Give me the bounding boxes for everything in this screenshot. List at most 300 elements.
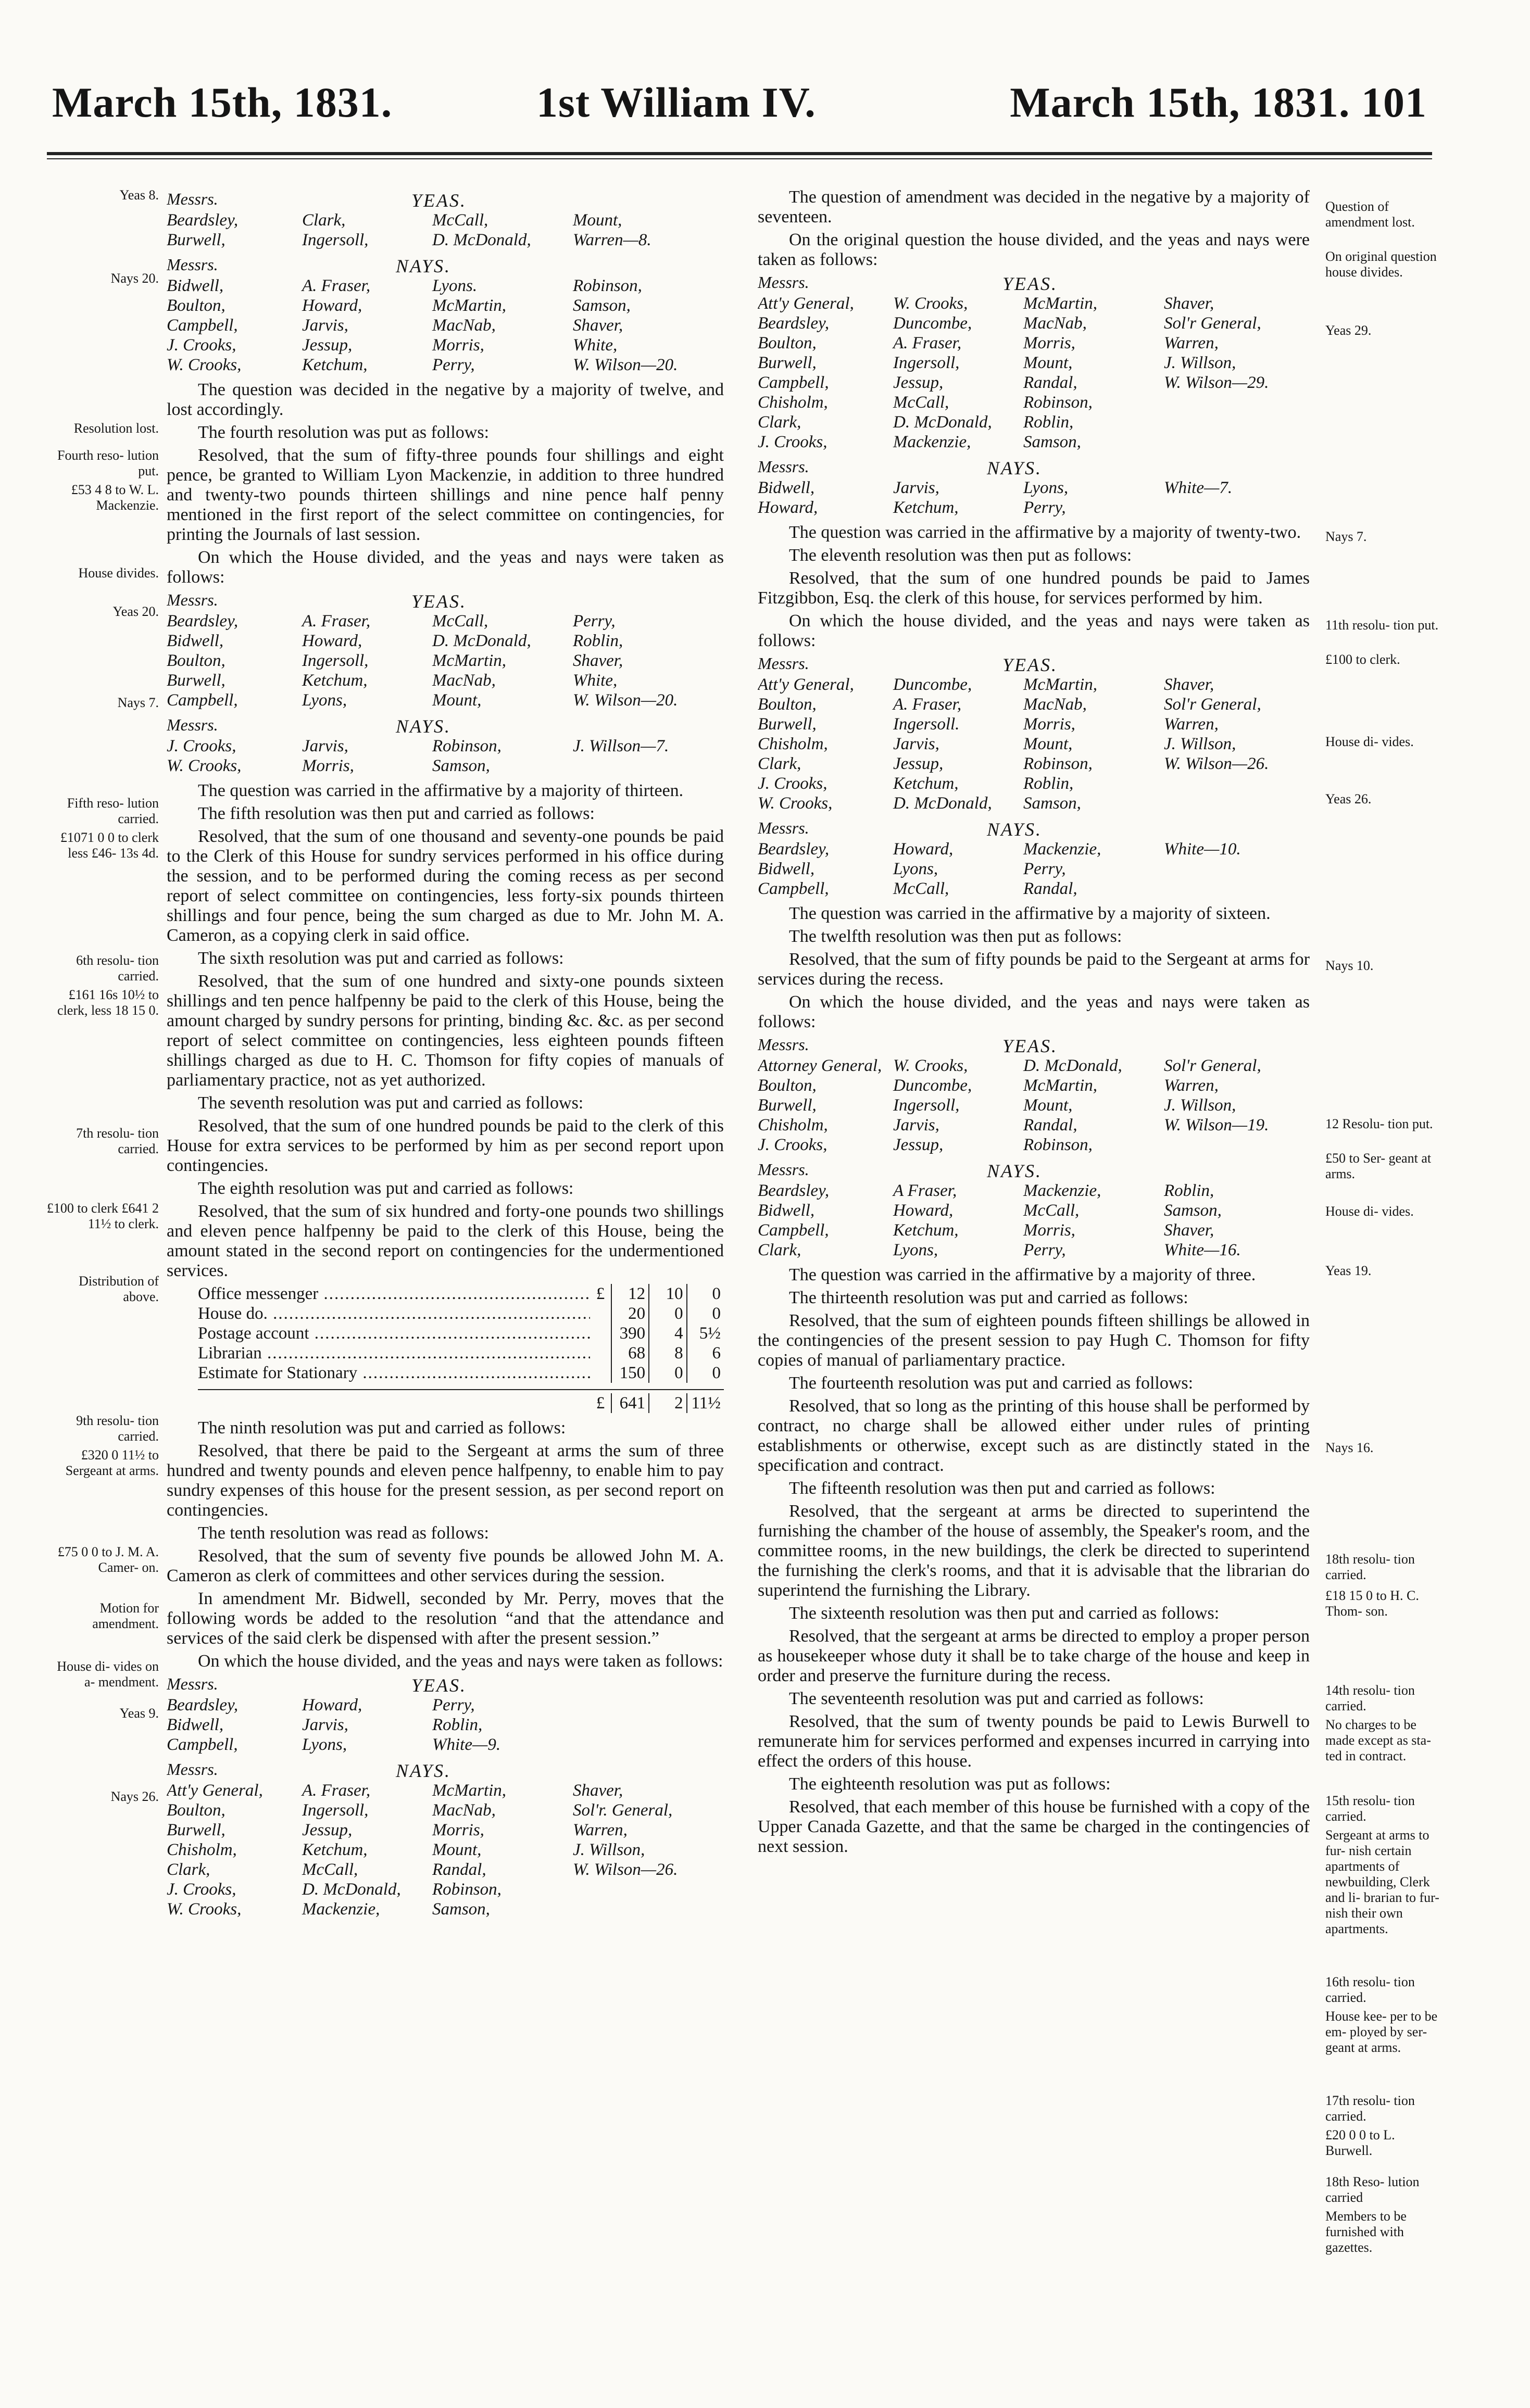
marginal-note: 17th resolu- tion carried. xyxy=(1325,2093,1415,2124)
member-name: Beardsley, xyxy=(758,1181,830,1200)
member-name: Robinson, xyxy=(1023,393,1093,412)
marginal-note: 15th resolu- tion carried. xyxy=(1325,1793,1415,1824)
marginal-note: £53 4 8 to W. L. Mackenzie. xyxy=(71,482,159,513)
member-name: Morris, xyxy=(302,757,354,775)
distribution-row xyxy=(198,1389,724,1413)
member-name: A. Fraser, xyxy=(302,1781,371,1800)
nays-title: NAYS. xyxy=(396,1760,452,1781)
marginal-note: 18th resolu- tion carried. xyxy=(1325,1552,1415,1582)
messrs-label: Messrs. xyxy=(758,654,809,673)
pence-value: 0 xyxy=(686,1284,724,1304)
paragraph: The question was carried in the affirmative by a majority of thirteen. xyxy=(198,781,684,800)
member-name xyxy=(1164,774,1310,793)
member-name: J. Crooks, xyxy=(167,336,236,355)
member-name: Ingersoll, xyxy=(893,1096,960,1115)
marginal-note: Members to be furnished with gazettes. xyxy=(1325,2209,1407,2255)
member-name: Mount, xyxy=(1023,1096,1073,1115)
member-name: Howard, xyxy=(302,632,362,650)
paragraph: On which the house divided, and the yeas and nays were taken as follows: xyxy=(198,1651,723,1671)
member-names xyxy=(167,210,724,250)
member-name: Morris, xyxy=(1023,715,1075,734)
member-name: Ketchum, xyxy=(893,774,959,793)
messrs-label: Messrs. xyxy=(167,590,218,609)
marginal-note: Fourth reso- lution put. xyxy=(57,448,159,478)
member-name: Sol'r General, xyxy=(1164,314,1261,333)
shillings-value: 10 xyxy=(648,1284,686,1304)
left-marginal-notes xyxy=(44,187,159,2348)
member-name: Jessup, xyxy=(893,373,944,392)
paragraph: Resolved, that the sum of eighteen pounds fifteen shillings be allowed in the contingencies of the present session to pay Hugh C. Thomson for fifty copies of manual of parliamentary practice. xyxy=(758,1311,1310,1370)
member-name: Perry, xyxy=(1023,1241,1066,1259)
paragraph: The sixth resolution was put and carried as follows: xyxy=(198,949,564,968)
member-name: Clark, xyxy=(167,1860,210,1879)
marginal-note: £18 15 0 to H. C. Thom- son. xyxy=(1325,1588,1419,1619)
shillings-value: 0 xyxy=(648,1363,686,1383)
member-name: Att'y General, xyxy=(167,1781,263,1800)
member-name: McCall, xyxy=(893,393,949,412)
header-reign: 1st William IV. xyxy=(536,79,816,126)
member-name: Clark, xyxy=(758,413,801,432)
division-heading xyxy=(167,715,724,736)
member-name: MacNab, xyxy=(1023,314,1087,333)
pence-value: 11½ xyxy=(686,1393,724,1413)
member-name: Campbell, xyxy=(167,316,238,335)
member-name: Ingersoll, xyxy=(302,231,369,249)
member-name: Roblin, xyxy=(1023,413,1074,432)
member-name: Robinson, xyxy=(1023,1136,1093,1154)
marginal-note: Yeas 19. xyxy=(1325,1263,1372,1278)
member-name: Ketchum, xyxy=(893,1221,959,1240)
pounds-value: 641 xyxy=(611,1393,648,1413)
marginal-note: Nays 7. xyxy=(117,695,159,710)
marginal-note: £20 0 0 to L. Burwell. xyxy=(1325,2127,1395,2158)
member-name: Jessup, xyxy=(302,1821,353,1839)
paragraph: Resolved, that the sum of one hundred and sixty-one pounds sixteen shillings and ten pence halfpenny be paid to the clerk of this House, being the amount charged by sundry persons for printing, binding &c. &c. as per second report of select committee on contingencies, less eighteen pounds fifteen shillings charged as due to H. C. Thomson for fifty copies of manuals of parliamentary practice, not as yet authorized. xyxy=(167,972,724,1090)
nays-title: NAYS. xyxy=(396,716,452,737)
member-name xyxy=(1164,859,1310,879)
paragraph: The tenth resolution was read as follows: xyxy=(198,1523,489,1543)
member-name: Mackenzie, xyxy=(1023,840,1101,859)
paragraph: Resolved, that the sum of fifty-three pounds four shillings and eight pence, be granted to William Lyon Mackenzie, in addition to three hundred and twenty-two pounds thirteen shillings and nine pence half penny mentioned in the first report of the select committee on contingencies, for printing the Journals of last session. xyxy=(167,446,724,544)
member-name: Jessup, xyxy=(302,336,353,355)
member-name: W. Wilson—29. xyxy=(1164,373,1269,392)
marginal-note: 9th resolu- tion carried. xyxy=(76,1413,159,1444)
member-name: Roblin, xyxy=(573,632,623,650)
member-name: W. Crooks, xyxy=(167,757,242,775)
shillings-value: 2 xyxy=(648,1393,686,1413)
paragraph: The question was carried in the affirmative by a majority of three. xyxy=(789,1265,1256,1284)
paragraph: The seventeenth resolution was put and carried as follows: xyxy=(789,1689,1204,1708)
member-name: J. Willson—7. xyxy=(573,737,669,755)
member-name: Samson, xyxy=(432,757,490,775)
member-name: McMartin, xyxy=(1023,675,1098,694)
division-heading xyxy=(758,1035,1310,1056)
member-name: Mount, xyxy=(432,691,482,710)
yeas-title: YEAS. xyxy=(411,591,467,612)
member-name: J. Willson, xyxy=(1164,354,1236,372)
member-name: Randal, xyxy=(1023,373,1077,392)
nays-title: NAYS. xyxy=(396,256,452,276)
marginal-note: £100 to clerk £641 2 11½ to clerk. xyxy=(46,1201,159,1231)
member-name: W. Crooks, xyxy=(167,356,242,374)
division-list xyxy=(167,255,724,375)
member-name: Att'y General, xyxy=(758,294,854,313)
member-name: MacNab, xyxy=(432,1801,496,1820)
marginal-note: 18th Reso- lution carried xyxy=(1325,2174,1420,2205)
division-list xyxy=(758,273,1310,452)
member-name: Bidwell, xyxy=(167,276,224,295)
member-name: White—7. xyxy=(1164,478,1233,497)
division-heading xyxy=(758,457,1310,478)
paragraph: Resolved, that the sum of seventy five pounds be allowed John M. A. Cameron as clerk of committees and other services during the session. xyxy=(167,1546,724,1585)
distribution-table xyxy=(198,1284,724,1413)
member-name: Jarvis, xyxy=(302,737,348,755)
paragraph: The ninth resolution was put and carried as follows: xyxy=(198,1418,566,1438)
member-name: Perry, xyxy=(1023,860,1066,878)
paragraph: Resolved, that the sum of one hundred pounds be paid to the clerk of this House for extra services to be performed by him as per second report upon contingencies. xyxy=(167,1116,724,1175)
nays-title: NAYS. xyxy=(987,819,1043,840)
member-name: Shaver, xyxy=(573,651,623,670)
member-name: Morris, xyxy=(1023,1221,1075,1240)
marginal-note: Question of amendment lost. xyxy=(1325,199,1415,230)
paragraph: On the original question the house divided, and the yeas and nays were taken as follows: xyxy=(758,230,1310,269)
messrs-label: Messrs. xyxy=(167,1674,218,1693)
member-names xyxy=(758,478,1310,518)
member-name: Beardsley, xyxy=(167,1696,239,1714)
pence-value: 6 xyxy=(686,1343,724,1363)
member-name: Ingersoll, xyxy=(302,651,369,670)
division-list xyxy=(167,1760,724,1919)
marginal-note: Sergeant at arms to fur- nish certain apartments of newbuilding, Clerk and li- brarian to fur- nish their own apartments. xyxy=(1325,1827,1439,1936)
member-name: Boulton, xyxy=(758,334,817,352)
marginal-note: Motion for amendment. xyxy=(92,1600,159,1631)
marginal-note: £75 0 0 to J. M. A. Camer- on. xyxy=(57,1544,159,1575)
pounds-value: 12 xyxy=(611,1284,648,1304)
member-name: Warren, xyxy=(1164,715,1219,734)
member-name: Campbell, xyxy=(167,1735,238,1754)
paragraph: The twelfth resolution was then put as follows: xyxy=(789,927,1122,946)
marginal-note: Nays 26. xyxy=(110,1789,159,1804)
marginal-note: Yeas 20. xyxy=(112,604,159,619)
member-names xyxy=(758,1056,1310,1155)
division-list xyxy=(758,818,1310,899)
member-name: White, xyxy=(573,671,618,690)
member-name: White, xyxy=(573,336,618,355)
member-name: MacNab, xyxy=(432,671,496,690)
member-name: Ketchum, xyxy=(893,498,959,517)
member-name: Howard, xyxy=(893,840,954,859)
messrs-label: Messrs. xyxy=(758,1160,809,1179)
marginal-note: House di- vides. xyxy=(1325,1204,1414,1219)
pence-value: 5½ xyxy=(686,1323,724,1343)
member-name: D. McDonald, xyxy=(893,413,992,432)
member-name: Chisholm, xyxy=(758,393,828,412)
member-name: Robinson, xyxy=(432,737,501,755)
member-name: Robinson, xyxy=(573,276,642,295)
member-name: Burwell, xyxy=(758,715,817,734)
member-names xyxy=(167,736,724,776)
member-name: Warren, xyxy=(1164,334,1219,352)
member-name: Duncombe, xyxy=(893,675,972,694)
member-name: J. Willson, xyxy=(573,1840,645,1859)
marginal-note: Fifth reso- lution carried. xyxy=(67,796,159,826)
marginal-note: Nays 20. xyxy=(110,271,159,286)
member-name: Att'y General, xyxy=(758,675,854,694)
member-name: W. Wilson—19. xyxy=(1164,1116,1269,1134)
member-name: W. Wilson—20. xyxy=(573,356,678,374)
member-name: Mackenzie, xyxy=(302,1900,380,1919)
member-name: Clark, xyxy=(758,1241,801,1259)
member-name: D. McDonald, xyxy=(1023,1056,1122,1075)
member-name: Shaver, xyxy=(1164,294,1214,313)
paragraph: The eleventh resolution was then put as follows: xyxy=(789,546,1132,565)
pence-value: 0 xyxy=(686,1304,724,1323)
member-name xyxy=(573,1735,724,1755)
member-name xyxy=(573,1695,724,1715)
member-name: Lyons, xyxy=(893,860,938,878)
distribution-row xyxy=(198,1323,724,1343)
paragraph: The seventh resolution was put and carried as follows: xyxy=(198,1093,584,1113)
member-name: Jarvis, xyxy=(893,478,939,497)
marginal-note: 11th resolu- tion put. xyxy=(1325,617,1439,633)
marginal-note: Nays 10. xyxy=(1325,958,1374,973)
paragraph: On which the house divided, and the yeas and nays were taken as follows: xyxy=(758,992,1310,1031)
paragraph: Resolved, that the sum of one thousand and seventy-one pounds be paid to the Clerk of this House for sundry services performed in his office during the session, and to be performed during the coming recess as per second report of select committee on contingencies, less forty-six pounds thirteen shillings and four pence, being the sum charged as due to Mr. John M. A. Cameron, as a copying clerk in said office. xyxy=(167,827,724,945)
member-name xyxy=(573,756,724,776)
marginal-note: House di- vides. xyxy=(1325,734,1414,749)
yeas-title: YEAS. xyxy=(1002,273,1058,294)
paragraph: The question was carried in the affirmative by a majority of twenty-two. xyxy=(789,523,1301,542)
member-name: Boulton, xyxy=(167,296,225,315)
member-name: Warren, xyxy=(1164,1076,1219,1095)
member-name: Bidwell, xyxy=(167,632,224,650)
member-name: Jarvis, xyxy=(302,1716,348,1734)
marginal-note: Distribution of above. xyxy=(79,1274,159,1304)
member-name xyxy=(1164,1135,1310,1155)
member-name: A. Fraser, xyxy=(893,334,962,352)
member-name: Perry, xyxy=(432,356,475,374)
messrs-label: Messrs. xyxy=(167,190,218,208)
member-name: McMartin, xyxy=(432,651,507,670)
member-name: Samson, xyxy=(1023,433,1081,451)
paragraph: Resolved, that the sum of twenty pounds be paid to Lewis Burwell to remunerate him for services performed and expenses incurred in carrying into effect the orders of this house. xyxy=(758,1712,1310,1771)
distribution-row xyxy=(198,1304,724,1323)
member-name: Bidwell, xyxy=(758,478,815,497)
yeas-title: YEAS. xyxy=(411,190,467,211)
paragraph: The fourteenth resolution was put and carried as follows: xyxy=(789,1373,1194,1393)
division-list xyxy=(758,1035,1310,1155)
pounds-value: 68 xyxy=(611,1343,648,1363)
marginal-note: £100 to clerk. xyxy=(1325,652,1400,667)
member-name: Beardsley, xyxy=(758,314,830,333)
member-name: Warren, xyxy=(573,1821,628,1839)
member-name: J. Crooks, xyxy=(167,1880,236,1899)
member-name xyxy=(573,1880,724,1899)
member-name: Howard, xyxy=(758,498,818,517)
distribution-item: Estimate for Stationary ..... xyxy=(198,1363,590,1383)
member-name: Lyons, xyxy=(893,1241,938,1259)
member-name: Clark, xyxy=(758,754,801,773)
member-name: Chisholm, xyxy=(758,735,828,753)
paragraph: Resolved, that the sum of six hundred and forty-one pounds two shillings and eleven pence halfpenny be paid to the clerk of this House, being the amount stated in the second report on contingencies for the undermentioned services. xyxy=(167,1202,724,1280)
member-name: Samson, xyxy=(573,296,631,315)
member-names xyxy=(758,839,1310,899)
member-name: J. Crooks, xyxy=(758,774,827,793)
member-name: Beardsley, xyxy=(167,612,239,631)
member-names xyxy=(758,675,1310,813)
shillings-value: 4 xyxy=(648,1323,686,1343)
member-name: McCall, xyxy=(432,211,488,230)
member-name: Lyons, xyxy=(1023,478,1069,497)
header-rule-thick xyxy=(47,152,1432,155)
member-name xyxy=(1164,879,1310,899)
marginal-note: House di- vides on a- mendment. xyxy=(57,1659,159,1690)
division-heading xyxy=(758,273,1310,294)
member-name: McCall, xyxy=(893,879,949,898)
member-name: Robinson, xyxy=(432,1880,501,1899)
member-name: Howard, xyxy=(302,296,362,315)
division-heading xyxy=(758,654,1310,675)
division-heading xyxy=(167,255,724,276)
member-names xyxy=(758,294,1310,452)
member-name: Shaver, xyxy=(1164,675,1214,694)
header-date-page-number: March 15th, 1831. 101 xyxy=(1010,79,1427,126)
paragraph: The question was carried in the affirmative by a majority of sixteen. xyxy=(789,904,1271,923)
member-name: Shaver, xyxy=(573,316,623,335)
paragraph: On which the house divided, and the yeas and nays were taken as follows: xyxy=(758,611,1310,650)
pounds-value: 150 xyxy=(611,1363,648,1383)
member-name: Burwell, xyxy=(758,1096,817,1115)
member-name: Jessup, xyxy=(893,754,944,773)
member-name: Samson, xyxy=(1023,794,1081,813)
messrs-label: Messrs. xyxy=(758,457,809,476)
division-heading xyxy=(167,1760,724,1781)
member-name: D. McDonald, xyxy=(893,794,992,813)
member-name: Roblin, xyxy=(1023,774,1074,793)
member-name: W. Crooks, xyxy=(893,294,968,313)
pound-sign: £ xyxy=(596,1284,605,1303)
messrs-label: Messrs. xyxy=(758,273,809,292)
member-name: McMartin, xyxy=(432,296,507,315)
member-name: J. Crooks, xyxy=(758,1136,827,1154)
division-heading xyxy=(167,590,724,611)
member-name: Campbell, xyxy=(758,1221,829,1240)
member-name: Warren—8. xyxy=(573,231,651,249)
division-list xyxy=(758,457,1310,518)
paragraph: The question was decided in the negative by a majority of twelve, and lost accordingly. xyxy=(167,380,724,419)
marginal-note: House divides. xyxy=(78,565,159,581)
right-marginal-notes xyxy=(1325,187,1443,2348)
member-name: Randal, xyxy=(1023,1116,1077,1134)
member-name: Perry, xyxy=(432,1696,475,1714)
paragraph: The eighth resolution was put and carried as follows: xyxy=(198,1179,574,1198)
marginal-note: Yeas 26. xyxy=(1325,791,1372,806)
pence-value: 0 xyxy=(686,1363,724,1383)
member-name xyxy=(1164,793,1310,813)
member-names xyxy=(167,1695,724,1755)
marginal-note: 12 Resolu- tion put. xyxy=(1325,1116,1433,1131)
member-name: Ketchum, xyxy=(302,671,368,690)
member-name: Perry, xyxy=(1023,498,1066,517)
marginal-note: £50 to Ser- geant at arms. xyxy=(1325,1151,1432,1181)
paragraph: The question of amendment was decided in the negative by a majority of seventeen. xyxy=(758,187,1310,226)
member-name: McCall, xyxy=(1023,1201,1080,1220)
paragraph: The fourth resolution was put as follows: xyxy=(198,423,490,442)
member-name: Mackenzie, xyxy=(893,433,971,451)
member-name: Campbell, xyxy=(167,691,238,710)
paragraph: The sixteenth resolution was then put and carried as follows: xyxy=(789,1604,1220,1623)
marginal-note: Nays 7. xyxy=(1325,529,1367,544)
marginal-note: Yeas 8. xyxy=(119,187,159,203)
member-name: Perry, xyxy=(573,612,616,631)
division-heading xyxy=(758,1160,1310,1181)
member-name: Campbell, xyxy=(758,879,829,898)
member-name: Sol'r General, xyxy=(1164,695,1261,714)
member-name xyxy=(573,1899,724,1919)
member-name: Boulton, xyxy=(167,651,225,670)
member-name: Lyons, xyxy=(302,1735,347,1754)
paragraph: The eighteenth resolution was put as follows: xyxy=(789,1774,1111,1794)
messrs-label: Messrs. xyxy=(167,255,218,274)
member-names xyxy=(167,611,724,710)
member-name: J. Crooks, xyxy=(167,737,236,755)
shillings-value: 8 xyxy=(648,1343,686,1363)
distribution-item: Librarian ..... xyxy=(198,1343,590,1363)
member-names xyxy=(167,276,724,375)
member-name: D. McDonald, xyxy=(432,632,531,650)
paragraph: In amendment Mr. Bidwell, seconded by Mr. Perry, moves that the following words be added to the resolution “and that the attendance and services of the said clerk be dispensed with after the present session.” xyxy=(167,1589,724,1648)
member-name: Morris, xyxy=(1023,334,1075,352)
member-name: White—9. xyxy=(432,1735,501,1754)
header-date-left: March 15th, 1831. xyxy=(52,79,393,126)
member-name: Roblin, xyxy=(432,1716,483,1734)
paragraph: Resolved, that each member of this house be furnished with a copy of the Upper Canada Gazette, and that the same be charged in the contingencies of next session. xyxy=(758,1797,1310,1856)
division-list xyxy=(167,190,724,250)
member-name xyxy=(1164,498,1310,518)
member-name: Jessup, xyxy=(893,1136,944,1154)
member-name: Mackenzie, xyxy=(1023,1181,1101,1200)
member-name: Burwell, xyxy=(758,354,817,372)
member-name: Chisholm, xyxy=(758,1116,828,1134)
marginal-note: 14th resolu- tion carried. xyxy=(1325,1683,1415,1713)
member-name: A. Fraser, xyxy=(302,276,371,295)
paragraph: Resolved, that the sergeant at arms be directed to employ a proper person as housekeeper whose duty it shall be to take charge of the house and keep in order and preserve the furniture during the recess. xyxy=(758,1627,1310,1685)
member-name: W. Crooks, xyxy=(893,1056,968,1075)
member-name: D. McDonald, xyxy=(432,231,531,249)
member-name: Bidwell, xyxy=(758,860,815,878)
member-name: Mount, xyxy=(1023,354,1073,372)
member-name: A. Fraser, xyxy=(893,695,962,714)
member-name: Jarvis, xyxy=(893,735,939,753)
yeas-title: YEAS. xyxy=(1002,654,1058,675)
messrs-label: Messrs. xyxy=(167,1760,218,1779)
member-names xyxy=(167,1781,724,1919)
paragraph: The thirteenth resolution was put and carried as follows: xyxy=(789,1288,1188,1307)
member-name: White—10. xyxy=(1164,840,1241,859)
paragraph: Resolved, that the sergeant at arms be directed to superintend the furnishing the chamber of the house of assembly, the Speaker's room, and the committee rooms, in the new buildings, the clerk be directed to superintend the furnishing the clerk's rooms, and that it is advisable that the librarian do superintend the furnishing the Library. xyxy=(758,1502,1310,1600)
left-column xyxy=(167,187,724,2348)
distribution-item: House do. ..... xyxy=(198,1304,590,1323)
member-name: Mount, xyxy=(573,211,622,230)
paragraph: On which the House divided, and the yeas and nays were taken as follows: xyxy=(167,548,724,587)
member-name: McMartin, xyxy=(1023,294,1098,313)
member-name: D. McDonald, xyxy=(302,1880,401,1899)
member-name: Duncombe, xyxy=(893,314,972,333)
paragraph: Resolved, that there be paid to the Sergeant at arms the sum of three hundred and twenty pounds and eleven pence halfpenny, to enable him to pay sundry expenses of this house for the present session, as per second report on contingencies. xyxy=(167,1441,724,1520)
division-list xyxy=(758,654,1310,813)
member-name: J. Willson, xyxy=(1164,1096,1236,1115)
member-name: Chisholm, xyxy=(167,1840,237,1859)
